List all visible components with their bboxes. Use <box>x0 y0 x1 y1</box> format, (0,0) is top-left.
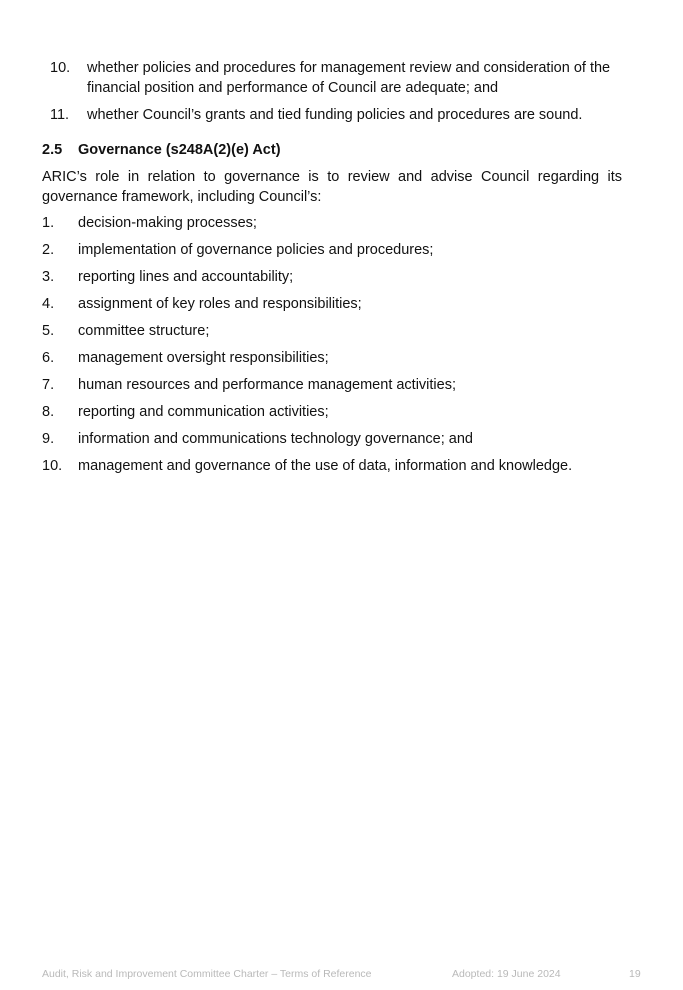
list-item <box>42 375 622 402</box>
section-heading <box>42 140 281 160</box>
list-item <box>42 348 622 375</box>
list-item-text: human resources and performance management activities; <box>78 377 456 393</box>
list-item-number: 2. <box>42 242 55 258</box>
list-item-number: 3. <box>42 269 55 285</box>
list-item-text: implementation of governance policies and procedures; <box>78 242 434 258</box>
footer-document-title: Audit, Risk and Improvement Committee Charter – Terms of Reference <box>42 968 372 980</box>
list-item-number: 11. <box>50 107 70 123</box>
list-item-text: decision-making processes; <box>78 215 257 231</box>
list-item <box>50 105 630 125</box>
list-item <box>42 456 622 483</box>
list-item-text: committee structure; <box>78 323 210 339</box>
list-item-number: 8. <box>42 404 55 420</box>
section-intro-paragraph: ARIC’s role in relation to governance is to review and advise Council regarding its governance framework, including Council’s: <box>42 169 622 205</box>
list-item-text: whether Council’s grants and tied funding policies and procedures are sound. <box>87 107 583 123</box>
list-item <box>42 240 622 267</box>
section-title: Governance (s248A(2)(e) Act) <box>78 142 281 158</box>
list-item-number: 10. <box>50 60 71 76</box>
section-number: 2.5 <box>42 142 63 158</box>
list-item-number: 9. <box>42 431 55 447</box>
list-item-text: reporting lines and accountability; <box>78 269 294 285</box>
list-item-text: information and communications technology governance; and <box>78 431 473 447</box>
list-item-text: reporting and communication activities; <box>78 404 329 420</box>
list-item-text: assignment of key roles and responsibilities; <box>78 296 362 312</box>
list-item <box>42 429 622 456</box>
list-item-number: 10. <box>42 458 63 474</box>
footer-page-number: 19 <box>629 968 641 980</box>
list-item <box>42 294 622 321</box>
list-item <box>42 402 622 429</box>
footer-adopted-date: Adopted: 19 June 2024 <box>452 968 561 980</box>
list-item-text: management oversight responsibilities; <box>78 350 329 366</box>
list-item <box>42 213 622 240</box>
continued-list <box>50 58 630 132</box>
list-item-text: management and governance of the use of data, information and knowledge. <box>78 458 573 474</box>
list-item-number: 7. <box>42 377 55 393</box>
list-item-number: 4. <box>42 296 55 312</box>
list-item-text: whether policies and procedures for management review and consideration of the financial position and performance of Council are adequate; and <box>87 60 611 96</box>
list-item-number: 6. <box>42 350 55 366</box>
governance-list <box>42 213 622 483</box>
list-item <box>50 58 630 98</box>
list-item <box>42 267 622 294</box>
list-item <box>42 321 622 348</box>
list-item-number: 1. <box>42 215 55 231</box>
list-item-number: 5. <box>42 323 55 339</box>
